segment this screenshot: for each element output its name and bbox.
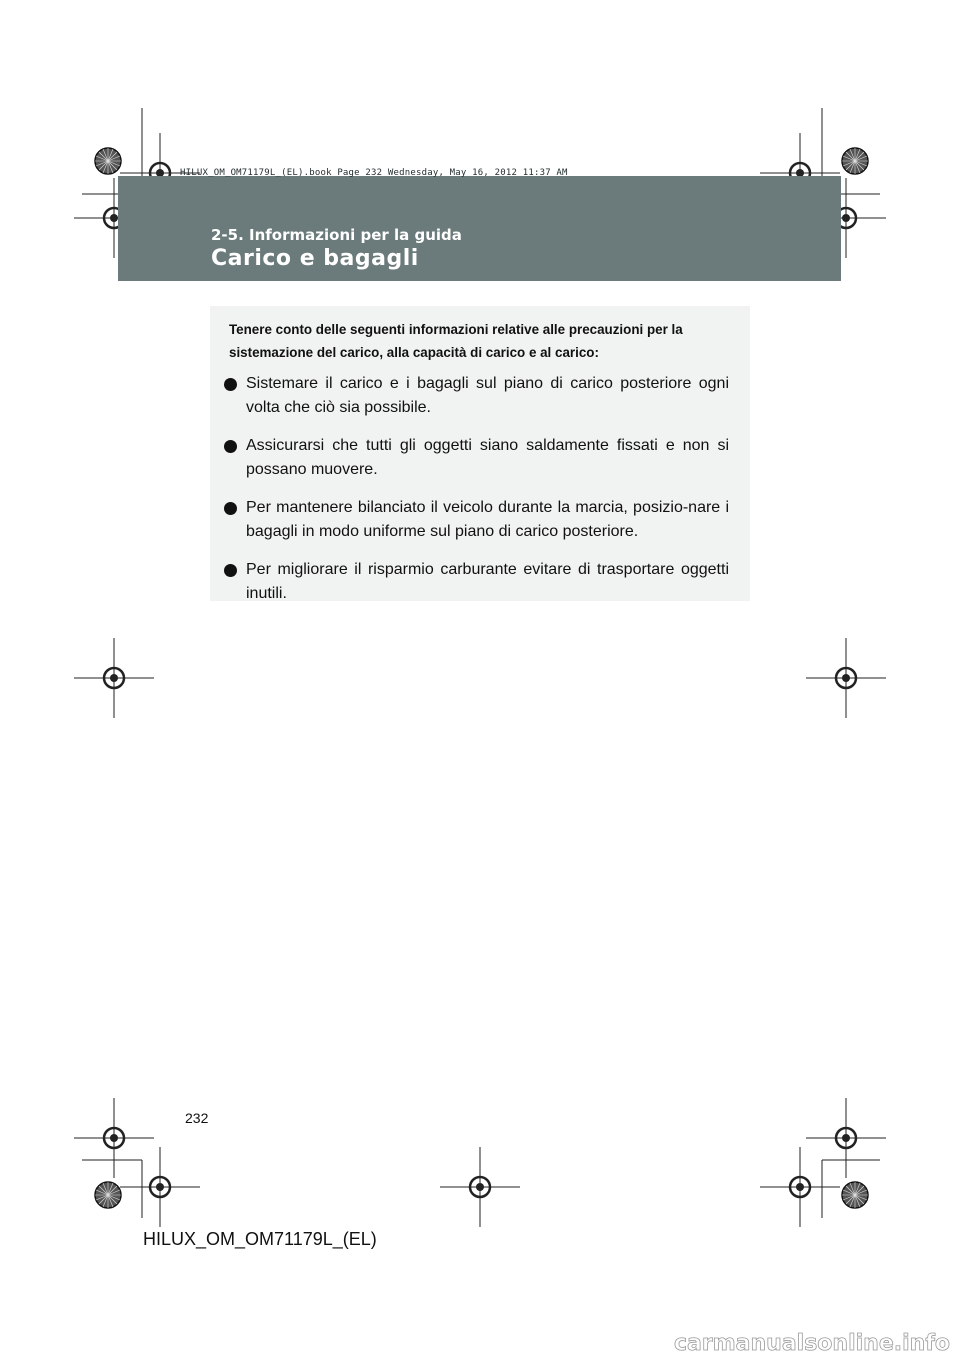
footer-code: HILUX_OM_OM71179L_(EL) [143,1229,377,1249]
registration-mark-icon [74,638,154,718]
info-box [210,306,750,601]
color-target-icon [840,146,870,176]
list-item [224,372,729,420]
bullet-icon [224,502,237,515]
registration-mark-icon [806,638,886,718]
list-item-text: Sistemare il carico e i bagagli sul piano di carico posteriore ogni volta che ciò sia possibile. [246,375,729,416]
bullet-icon [224,564,237,577]
registration-mark-icon [440,1147,520,1227]
color-target-icon [93,1180,123,1210]
registration-mark-icon [120,1147,200,1227]
bullet-list [224,372,729,620]
intro-text: Tenere conto delle seguenti informazioni relative alle precauzioni per la sistemazione del carico, alla capacità di carico e al carico: [229,322,683,360]
section-label: 2-5. Informazioni per la guida [211,226,462,244]
page-number: 232 [185,1110,209,1126]
list-item [224,496,729,544]
bullet-icon [224,440,237,453]
page-title: Carico e bagagli [211,246,419,271]
list-item-text: Assicurarsi che tutti gli oggetti siano saldamente fissati e non si possano muovere. [246,437,729,478]
watermark-text: carmanualsonline.info [674,1331,950,1356]
watermark [574,1326,954,1356]
list-item-text: Per mantenere bilanciato il veicolo durante la marcia, posizio-nare i bagagli in modo uniforme sul piano di carico posteriore. [246,499,729,540]
list-item [224,558,729,606]
print-imprint: HILUX_OM_OM71179L_(EL).book Page 232 Wednesday, May 16, 2012 11:37 AM [180,168,568,178]
bullet-icon [224,378,237,391]
color-target-icon [93,146,123,176]
list-item-text: Per migliorare il risparmio carburante evitare di trasportare oggetti inutili. [246,561,729,602]
registration-mark-icon [760,1147,840,1227]
list-item [224,434,729,482]
color-target-icon [840,1180,870,1210]
